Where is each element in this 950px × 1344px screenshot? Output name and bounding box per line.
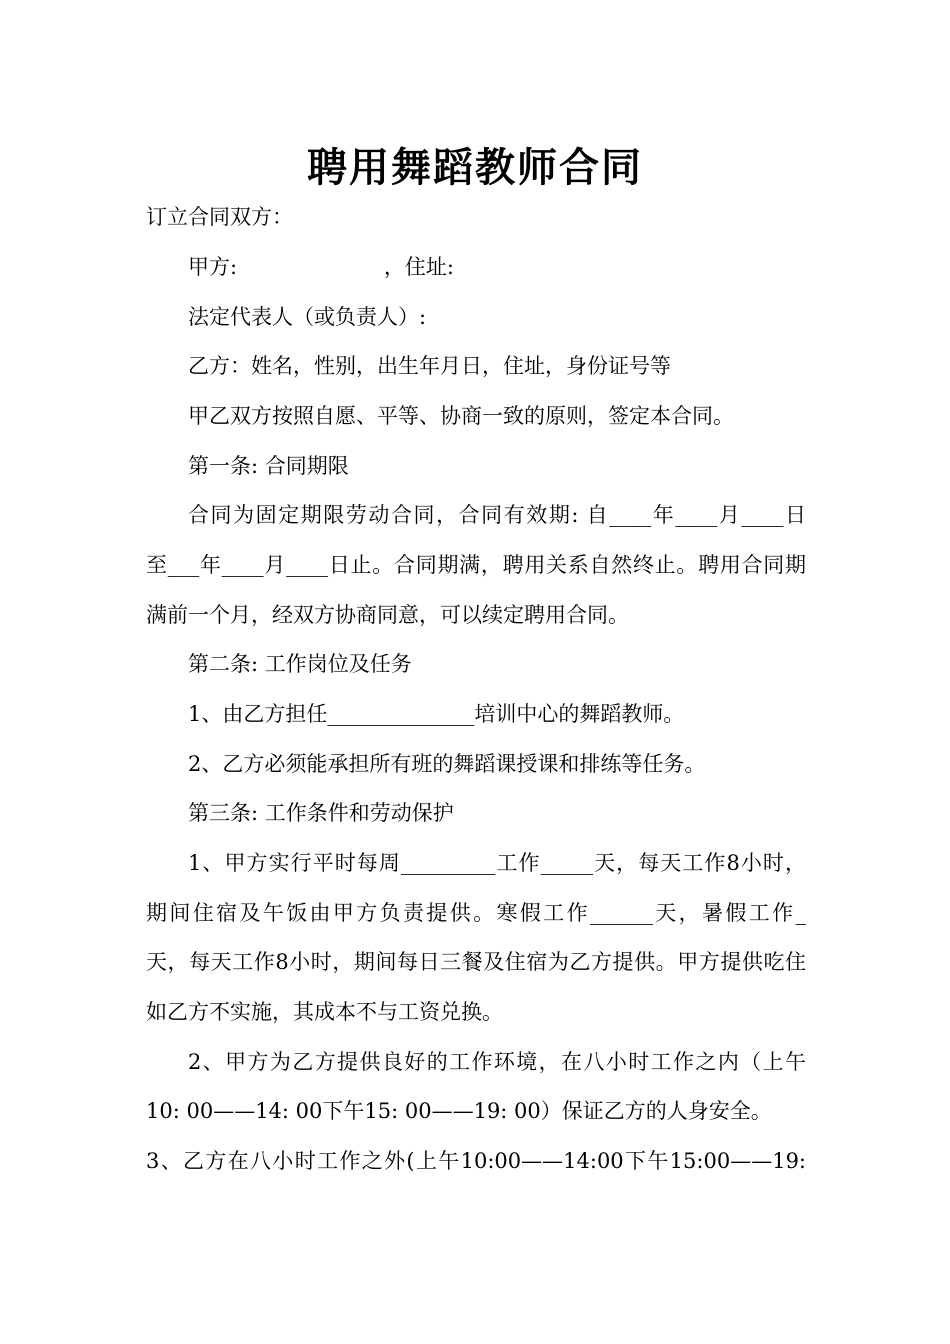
article-1-heading: 第一条: 合同期限 (188, 454, 349, 478)
legal-representative-line: 法定代表人（或负责人）: (188, 305, 427, 329)
article-2-item-1: 1、由乙方担任______________培训中心的舞蹈教师。 (188, 702, 685, 726)
article-1-para-line-3: 满前一个月，经双方协商同意，可以续定聘用合同。 (146, 603, 629, 627)
article-3-item-2-line-2: 10: 00——14: 00下午15: 00——19: 00）保证乙方的人身安全。 (146, 1099, 772, 1123)
article-3-item-1-line-2: 期间住宿及午饭由甲方负责提供。寒假工作______天，暑假工作_ (146, 901, 806, 925)
article-3-item-1-line-4: 如乙方不实施，其成本不与工资兑换。 (146, 1000, 503, 1024)
document-title: 聘用舞蹈教师合同 (307, 144, 643, 191)
article-3-item-1-line-1: 1、甲方实行平时每周_________工作_____天，每天工作8小时， (188, 851, 806, 875)
article-2-heading: 第二条: 工作岗位及任务 (188, 652, 412, 676)
contract-parties-heading: 订立合同双方： (146, 205, 293, 229)
party-a-line: 甲方: ，住址: (188, 255, 455, 279)
article-1-para-line-2: 至___年____月____日止。合同期满，聘用关系自然终止。聘用合同期 (146, 553, 806, 577)
article-1-para-line-1: 合同为固定期限劳动合同，合同有效期: 自____年____月____日 (188, 503, 806, 527)
article-3-heading: 第三条: 工作条件和劳动保护 (188, 801, 454, 825)
article-3-item-1-line-3: 天，每天工作8小时，期间每日三餐及住宿为乙方提供。甲方提供吃住 (146, 950, 806, 974)
article-2-item-2: 2、乙方必须能承担所有班的舞蹈课授课和排练等任务。 (188, 752, 706, 776)
article-3-item-3-line-1: 3、乙方在八小时工作之外(上午10:00——14:00下午15:00——19: (146, 1149, 806, 1173)
article-3-item-2-line-1: 2、甲方为乙方提供良好的工作环境，在八小时工作之内（上午 (188, 1050, 806, 1074)
party-b-line: 乙方：姓名，性别，出生年月日，住址，身份证号等 (188, 354, 671, 378)
principle-line: 甲乙双方按照自愿、平等、协商一致的原则，签定本合同。 (188, 404, 734, 428)
